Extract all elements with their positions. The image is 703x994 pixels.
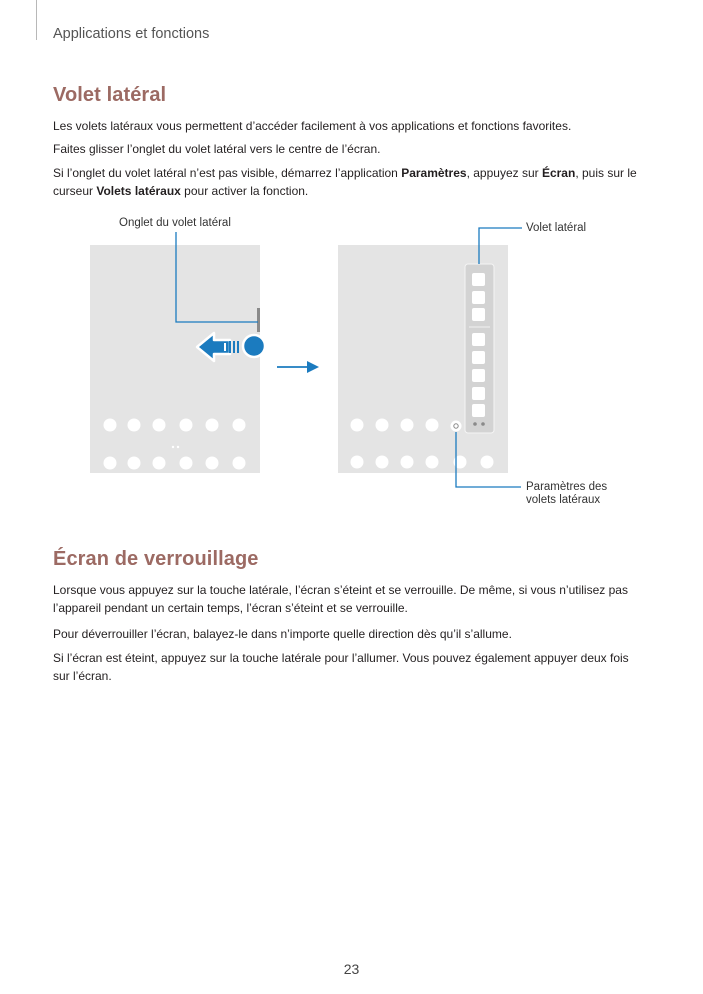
bold-term: Écran (541, 166, 576, 180)
callout-tab-label: Onglet du volet latéral (119, 217, 231, 229)
paragraph: Si l’écran est éteint, appuyez sur la touche latérale pour l’allumer. Vous pouvez également appuyer deux fois sur l’écran. (53, 651, 629, 683)
callout-panel-label: Volet latéral (526, 222, 587, 234)
text-run: , appuyez sur (466, 166, 542, 180)
transition-arrow-icon (277, 361, 319, 373)
callout-line: volets latéraux (526, 494, 601, 506)
callout-line: Paramètres des (526, 481, 608, 493)
gear-icon (451, 421, 462, 432)
bold-term: Volets latéraux (96, 184, 181, 198)
section-title-side-panel: Volet latéral (53, 84, 167, 106)
side-panel-handle (257, 308, 260, 332)
paragraph: Faites glisser l’onglet du volet latéral vers le centre de l’écran. (53, 142, 381, 156)
text-run: , puis sur le curseur (53, 166, 637, 198)
device-screen-left (90, 245, 260, 473)
text-run: Si l’onglet du volet latéral n’est pas visible, démarrez l’application (53, 166, 402, 180)
paragraph: Pour déverrouiller l’écran, balayez-le dans n’importe quelle direction dès qu’il s’allume. (53, 627, 512, 641)
section-title-lock-screen: Écran de verrouillage (53, 548, 259, 570)
section-header: Applications et fonctions (53, 26, 210, 42)
side-panel-apps (472, 273, 485, 417)
callout-settings-label (526, 481, 607, 507)
paragraph: Les volets latéraux vous permettent d’accéder facilement à vos applications et fonctions favorites. (53, 119, 572, 133)
page-number: 23 (343, 961, 360, 977)
text-run: pour activer la fonction. (180, 184, 309, 198)
paragraph: Lorsque vous appuyez sur la touche latérale, l’écran s’éteint et se verrouille. De même, si vous n’utilisez pas l’appareil pendant un certain temps, l’écran s’éteint et se verrouille. (53, 583, 628, 615)
bold-term: Paramètres (401, 166, 467, 180)
